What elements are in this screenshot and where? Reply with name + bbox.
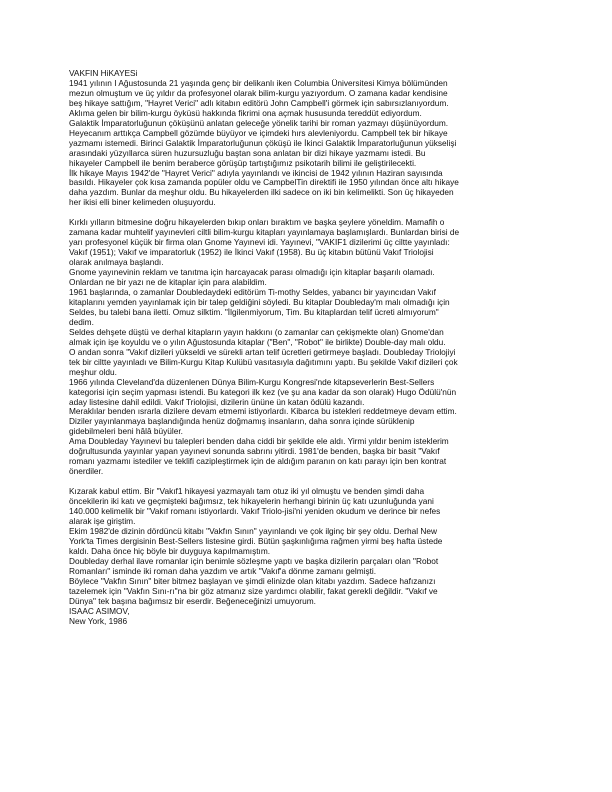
text-line: 1941 yılının I Ağustosunda 21 yaşında genç bir delikanlı iken Columbia Üniversitesi Kimya bölümünden (69, 77, 448, 88)
text-line: 1961 başlarında, o zamanlar Doubledaydeki editörüm Ti-mothy Seldes, yabancı bir yayıncıdan Vakıf (69, 287, 436, 298)
text-line: Romanları" isminde iki roman daha yazdım ve artık "Vakıf'a dönme zamanı gelmişti. (69, 565, 377, 576)
text-line: Diziler yayınlanmaya başlandığında henüz doğmamış insanların, daha sonra içinde sürüklenip (69, 416, 415, 427)
text-line: 140.000 kelimelik bir "Vakıf romanı istiyorlardı. Vakıf Triolo-jisi'ni yeniden okudum ve derince bir nefes (69, 506, 441, 517)
text-line: Vakıf (1951); Vakıf ve imparatorluk (1952) ile İkinci Vakıf (1958). Bu üç kitabın bütünü Vakıf Triolojisi (69, 247, 434, 258)
text-line: ISAAC ASIMOV, (69, 605, 130, 616)
text-line: Heyecanım arttıkça Campbell gözümde büyüyor ve içimdeki hırs alevleniyordu. Campbell tek bir hikaye (69, 127, 448, 138)
text-line: almak için işe koyuldu ve o yılın Ağustosunda kitaplar ("Ben", "Robot" ile birlikte) Double-day malı oldu. (69, 336, 446, 347)
text-line: Aklıma gelen bir bilim-kurgu öyküsü hakkında fikrimi ona açmak hususunda tereddüt ediyordum. (69, 107, 422, 118)
paragraph (69, 218, 553, 477)
text-line: İlk hikaye Mayıs 1942'de "Hayret Verici" adıyla yayınlandı ve ikincisi de 1942 yılının Haziran sayısında (69, 167, 443, 178)
text-line: 1966 yılında Cleveland'da düzenlenen Dünya Bilim-Kurgu Kongresi'nde kitapseverlerin Best-Sellers (69, 376, 435, 387)
text-line: Kırklı yılların bitmesine doğru hikayelerden bıkıp onları bıraktım ve başka şeylere yöneldim. Mamafih o (69, 217, 445, 228)
text-line: tazelemek için "Vakfın Sını-rı"na bir göz atmanız size yardımcı olabilir, fakat gerekli değildir. "Vakıf ve (69, 585, 438, 596)
text-line: hikayeler Campbell ile benim beraberce görüşüp tartıştığımız psikotarih bilimi ile geliştirilecekti. (69, 157, 417, 168)
text-line: romanı yazmamı istediler ve teklifi cazipleştirmek için de aldığım paranın on katı parayı için ben kontrat (69, 456, 447, 467)
text-line: mezun olmuştum ve üç yıldır da profesyonel olarak bilim-kurgu yazıyordum. O zamana kadar kendisine (69, 87, 448, 98)
text-line: Ama Doubleday Yayınevi bu talepleri benden daha ciddi bir şekilde ele aldı. Yirmi yıldır benim isteklerim (69, 436, 449, 447)
text-line: Kızarak kabul ettim. Bir "Vakıf1 hikayesi yazmayalı tam otuz iki yıl olmuştu ve benden şimdi daha (69, 486, 425, 497)
text-line: tek bir ciltte yayınladı ve Bilim-Kurgu Kitap Kulübü vasıtasıyla dağıtımını yaptı. Bu şekilde Vakıf dizileri çok (69, 356, 458, 367)
text-line: kitaplarını yemden yayınlamak için bir talep geldiğini söyledi. Bu kitaplar Doubleday'm malı olmadığı için (69, 296, 450, 307)
text-line: yarı profesyonel küçük bir firma olan Gnome Yayınevi idi. Yayınevi, "VAKIF1 dizilerimi üç ciltte yayınladı: (69, 237, 450, 248)
text-line: Seldes, bu talebi bana iletti. Omuz silktim. "İlgilenmiyorum, Tim. Bu kitaplardan telif ücreti almıyorum" (69, 306, 439, 317)
text-line: Dünya" tek başına bağımsız bir eserdir. Beğeneceğinizi umuyorum. (69, 595, 316, 606)
text-line: alarak işe giriştim. (69, 515, 136, 526)
text-line: New York, 1986 (69, 615, 128, 626)
text-line: gidebilmeleri beni hâlâ büyüler. (69, 426, 183, 437)
text-line: Galaktik İmparatorluğunun çöküşünü anlatan geleceğe yönelik tarihi bir roman yazmayı düşünüyordum. (69, 117, 449, 128)
text-line: Ekim 1982'de dizinin dördüncü kitabı "Vakfın Sının" yayınlandı ve çok ilginç bir şey oldu. Derhal New (69, 525, 437, 536)
text-line: Onlardan ne bir yazı ne de kitaplar için para alabildim. (69, 277, 267, 288)
text-line: Seldes dehşete düştü ve derhal kitapların yayın hakkını (o zamanlar can çekişmekte olan) Gnome'dan (69, 326, 444, 337)
text-line: arasındaki yüzyıllarca süren huzursuzluğu baştan sona anlatan bir dizi hikaye yazmamı istedi. Bu (69, 147, 426, 158)
text-line: kaldı. Daha önce hiç böyle bir duyguya kapılmamıştım. (69, 545, 271, 556)
text-line: York'ta Times dergisinin Best-Sellers listesine girdi. Bütün şaşkınlığıma rağmen yirmi beş hafta üstede (69, 535, 443, 546)
text-line: Böylece "Vakfın Sının" biter bitmez başlayan ve şimdi elinizde olan kitabı yazdım. Sadece hafızanızı (69, 575, 436, 586)
text-line: kategorisi için seçim yapması istendi. Bu kategori ilk kez (ve şu ana kadar da son olarak) Hugo Ödülü'nün (69, 386, 457, 397)
text-line: aday listesine dahil edildi. Vakıf Triolojisi, dizilerin ününe ün katan ödülü kazandı. (69, 396, 365, 407)
text-line: Doubleday derhal ilave romanlar için benimle sözleşme yaptı ve başka dizilerin parçaları olan "Robot (69, 555, 439, 566)
document-page (69, 69, 553, 626)
text-line: basıldı. Hikayeler çok kısa zamanda popüler oldu ve CampbelTin direktifi ile 1950 yılından önce altı hikaye (69, 177, 459, 188)
document-title: VAKFIN HiKAYESi (69, 68, 138, 78)
text-line: zamana kadar muhtelif yayınevleri ciltli bilim-kurgu kitapları yayınlamaya başlamışlardı. Bunlardan birisi de (69, 227, 460, 238)
text-line: beş hikaye sattığım, "Hayret Verici" adlı kitabın editörü John Campbell'i görmek için sabırsızlanıyordum. (69, 97, 449, 108)
text-line: önerdiler. (69, 466, 104, 477)
paragraph (69, 69, 553, 208)
text-line: öncekilerin iki katı ve geçmişteki bağımsız, tek hikayelerin herhangi birinin üç katı uzunluğunda yani (69, 496, 434, 507)
text-line: doğrultusunda yayınlar yapan yayınevi sonunda sabrını yitirdi. 1981'de benden, başka bir basit "Vakıf (69, 446, 440, 457)
text-line: olarak anılmaya başlandı. (69, 257, 164, 268)
text-line: her ikisi elli biner kelimeden oluşuyordu. (69, 197, 216, 208)
text-line: O andan sonra "Vakıf dizileri yükseldi ve sürekli artan telif ücretleri getirmeye başladı. Doubleday Triolojiyi (69, 346, 456, 357)
text-line: Gnome yayınevinin reklam ve tanıtma için harcayacak parası olmadığı için kitaplar başarılı olamadı. (69, 267, 435, 278)
text-line: dedim. (69, 316, 94, 327)
text-line: Meraklılar benden ısrarla dizilere devam etmemi istiyorlardı. Kibarca bu istekleri reddetmeye devam ettim. (69, 406, 457, 417)
text-line: meşhur oldu. (69, 366, 117, 377)
text-line: yazmamı istemedi. Birinci Galaktik İmparatorluğunun çöküşü ile İkinci Galaktik İmparatorluğunun yükselişi (69, 137, 457, 148)
text-line: daha yazdım. Bunlar da meşhur oldu. Bu hikayelerden ilki sadece on iki bin kelimelikti. Son üç hikayeden (69, 187, 454, 198)
paragraph (69, 487, 553, 626)
